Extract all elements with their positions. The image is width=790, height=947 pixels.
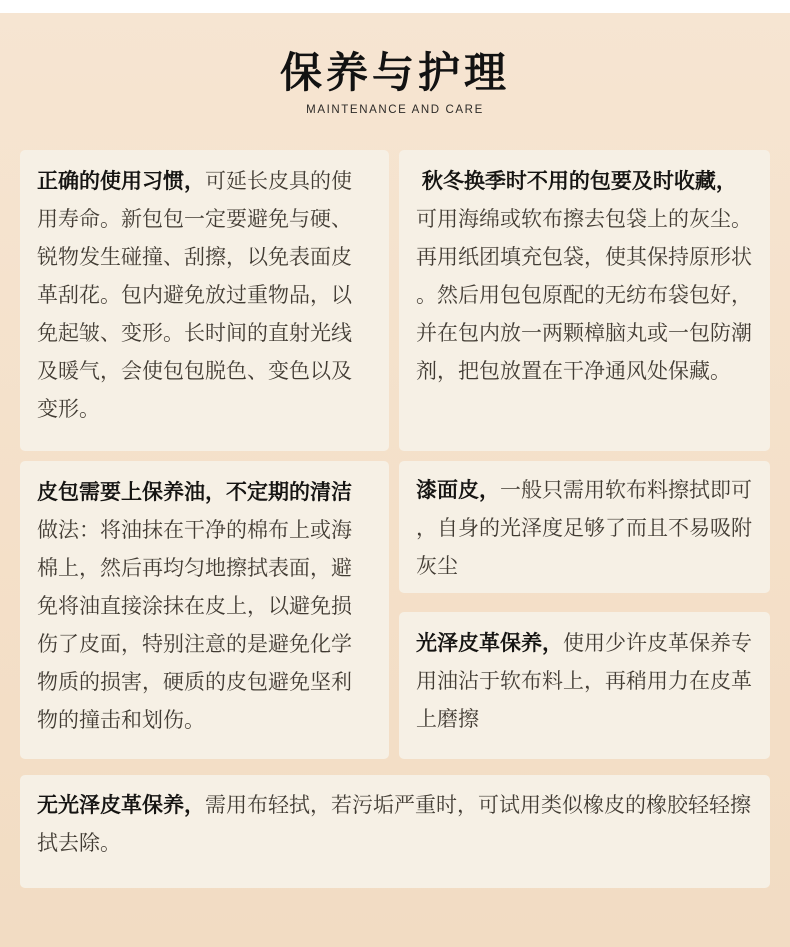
card-text xyxy=(416,163,753,391)
card-matte-leather xyxy=(20,775,770,888)
card-text xyxy=(37,474,372,740)
page-subtitle: MAINTENANCE AND CARE xyxy=(306,104,484,117)
card-text xyxy=(416,472,753,586)
card-lead: 正确的使用习惯， xyxy=(37,170,205,193)
card-glossy-leather xyxy=(399,612,770,759)
card-patent-leather xyxy=(399,461,770,593)
card-lead: 皮包需要上保养油，不定期的清洁 xyxy=(37,481,352,504)
card-lead: 光泽皮革保养， xyxy=(416,632,563,655)
card-body-text: 可延长皮具的使用寿命。新包包一定要避免与硬、锐物发生碰撞、刮擦，以免表面皮革刮花。包内避免放过重物品，以免起皱、变形。长时间的直射光线及暖气，会使包包脱色、变色以及变形。 xyxy=(37,170,352,421)
top-white-strip xyxy=(0,0,790,13)
card-oil-maintenance xyxy=(20,461,389,759)
card-body-text: 需用布轻拭，若污垢严重时，可试用类似橡皮的橡胶轻轻擦拭去除。 xyxy=(37,794,751,855)
card-lead: 漆面皮， xyxy=(416,479,500,502)
card-body-text: 可用海绵或软布擦去包袋上的灰尘。再用纸团填充包袋，使其保持原形状。然后用包包原配的无纺布袋包好，并在包内放一两颗樟脑丸或一包防潮剂，把包放置在干净通风处保藏。 xyxy=(416,208,752,383)
card-text xyxy=(416,625,753,739)
page-header xyxy=(0,48,790,116)
card-body-text: 一般只需用软布料擦拭即可，自身的光泽度足够了而且不易吸附灰尘 xyxy=(416,479,752,578)
page-title: 保养与护理 xyxy=(279,49,510,96)
card-text xyxy=(37,787,753,863)
card-body-text: 使用少许皮革保养专用油沾于软布料上，再稍用力在皮革上磨擦 xyxy=(416,632,752,731)
card-body-text: 做法：将油抹在干净的棉布上或海棉上，然后再均匀地擦拭表面，避免将油直接涂抹在皮上，以避免损伤了皮面，特别注意的是避免化学物质的损害，硬质的皮包避免坚利物的撞击和划伤。 xyxy=(37,519,352,732)
card-usage-habits xyxy=(20,150,389,451)
card-seasonal-storage xyxy=(399,150,770,451)
card-lead: 秋冬换季时不用的包要及时收藏， xyxy=(416,170,737,193)
card-lead: 无光泽皮革保养， xyxy=(37,794,205,817)
card-text xyxy=(37,163,372,429)
